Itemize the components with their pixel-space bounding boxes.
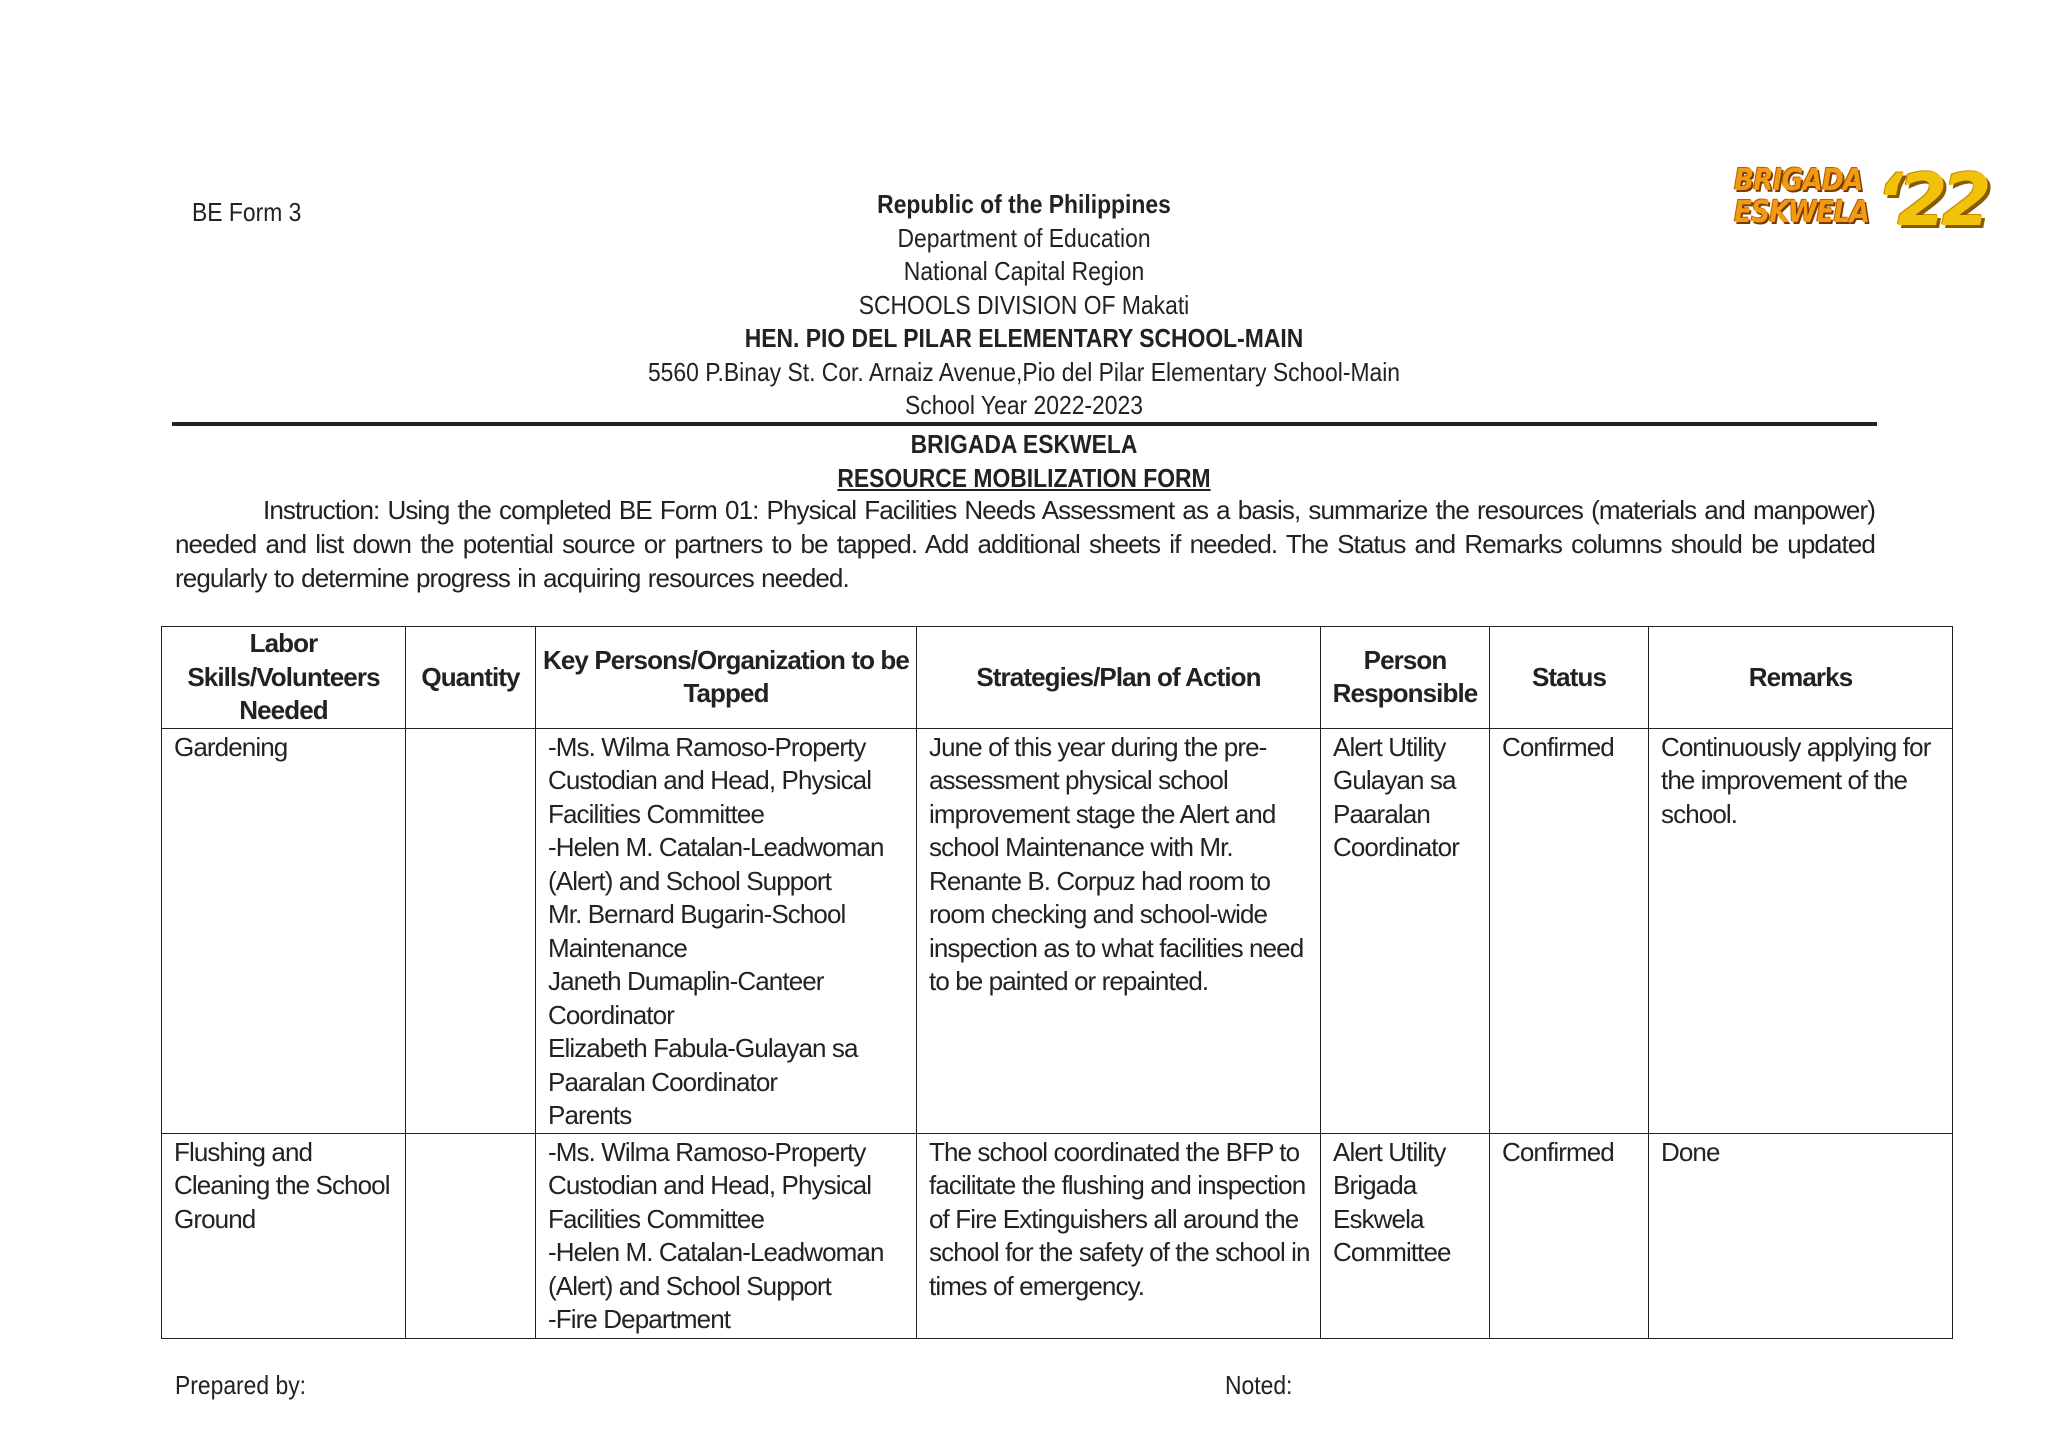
document-header: [172, 188, 1876, 423]
instruction-text: Instruction: Using the completed BE Form 01: Physical Facilities Needs Assessment as a basis, summarize the resources (materials and manpower) needed and list down the potential source or partners to be tapped. Add additional sheets if needed. The Status and Remarks columns should be updated regularly to determine progress in acquiring resources needed.: [175, 495, 1875, 593]
header-department: Department of Education: [897, 222, 1151, 253]
cell-status: Confirmed: [1490, 728, 1649, 1133]
key-person-entry: Elizabeth Fabula-Gulayan sa Paaralan Coordinator: [548, 1033, 858, 1097]
cell-key-persons: [536, 1133, 917, 1338]
cell-quantity: [406, 728, 536, 1133]
cell-labor: Flushing and Cleaning the School Ground: [162, 1133, 406, 1338]
key-person-entry: -Helen M. Catalan-Leadwoman (Alert) and School Support: [548, 832, 884, 896]
key-person-entry: -Helen M. Catalan-Leadwoman (Alert) and School Support: [548, 1237, 884, 1301]
cell-person-responsible: Alert Utility Gulayan sa Paaralan Coordinator: [1321, 728, 1490, 1133]
logo-line-1: BRIGADA: [1734, 163, 1863, 198]
col-header-quantity: Quantity: [406, 627, 536, 729]
cell-quantity: [406, 1133, 536, 1338]
prepared-by-label: Prepared by:: [175, 1370, 307, 1400]
cell-strategies: June of this year during the pre-assessment physical school improvement stage the Alert and school Maintenance with Mr. Renante B. Corpuz had room to room checking and school-wide inspection as to what facilities need to be painted or repainted.: [917, 728, 1321, 1133]
table-header-row: [162, 627, 1953, 729]
noted-label: Noted:: [1225, 1370, 1293, 1400]
resource-table: [161, 626, 1953, 1339]
header-address: 5560 P.Binay St. Cor. Arnaiz Avenue,Pio del Pilar Elementary School-Main: [647, 356, 1401, 387]
header-school: HEN. PIO DEL PILAR ELEMENTARY SCHOOL-MAIN: [744, 323, 1304, 353]
header-school-year: School Year 2022-2023: [905, 390, 1143, 420]
table-row: [162, 728, 1953, 1133]
form-subtitle: RESOURCE MOBILIZATION FORM: [837, 463, 1211, 493]
header-divider: [172, 422, 1877, 426]
cell-person-responsible: Alert Utility Brigada Eskwela Committee: [1321, 1133, 1490, 1338]
cell-key-persons: [536, 728, 917, 1133]
form-title: BRIGADA ESKWELA: [910, 429, 1138, 459]
key-person-entry: -Fire Department: [548, 1304, 731, 1334]
cell-labor: Gardening: [162, 728, 406, 1133]
key-person-entry: Parents: [548, 1100, 632, 1130]
cell-strategies: The school coordinated the BFP to facilitate the flushing and inspection of Fire Extinguishers all around the school for the safety of the school in times of emergency.: [917, 1133, 1321, 1338]
logo-year: ‘22: [1876, 158, 1986, 242]
cell-remarks: Continuously applying for the improvement of the school.: [1649, 728, 1953, 1133]
form-id: BE Form 3: [192, 197, 302, 227]
header-division: SCHOOLS DIVISION OF Makati: [858, 289, 1190, 320]
key-person-entry: Janeth Dumaplin-Canteer Coordinator: [548, 966, 824, 1030]
col-header-labor: Labor Skills/Volunteers Needed: [162, 627, 406, 729]
logo-line-2: ESKWELA: [1734, 195, 1870, 230]
col-header-key-persons: Key Persons/Organization to be Tapped: [536, 627, 917, 729]
col-header-person-responsible: Person Responsible: [1321, 627, 1490, 729]
col-header-status: Status: [1490, 627, 1649, 729]
key-person-entry: -Ms. Wilma Ramoso-Property Custodian and Head, Physical Facilities Committee: [548, 1136, 872, 1234]
table-row: [162, 1133, 1953, 1338]
key-person-entry: -Ms. Wilma Ramoso-Property Custodian and Head, Physical Facilities Committee: [548, 731, 872, 829]
header-region: National Capital Region: [903, 256, 1145, 286]
cell-remarks: Done: [1649, 1133, 1953, 1338]
header-republic: Republic of the Philippines: [877, 189, 1171, 219]
form-titles: [172, 427, 1876, 495]
col-header-remarks: Remarks: [1649, 627, 1953, 729]
cell-status: Confirmed: [1490, 1133, 1649, 1338]
col-header-strategies: Strategies/Plan of Action: [917, 627, 1321, 729]
key-person-entry: Mr. Bernard Bugarin-School Maintenance: [548, 899, 846, 963]
